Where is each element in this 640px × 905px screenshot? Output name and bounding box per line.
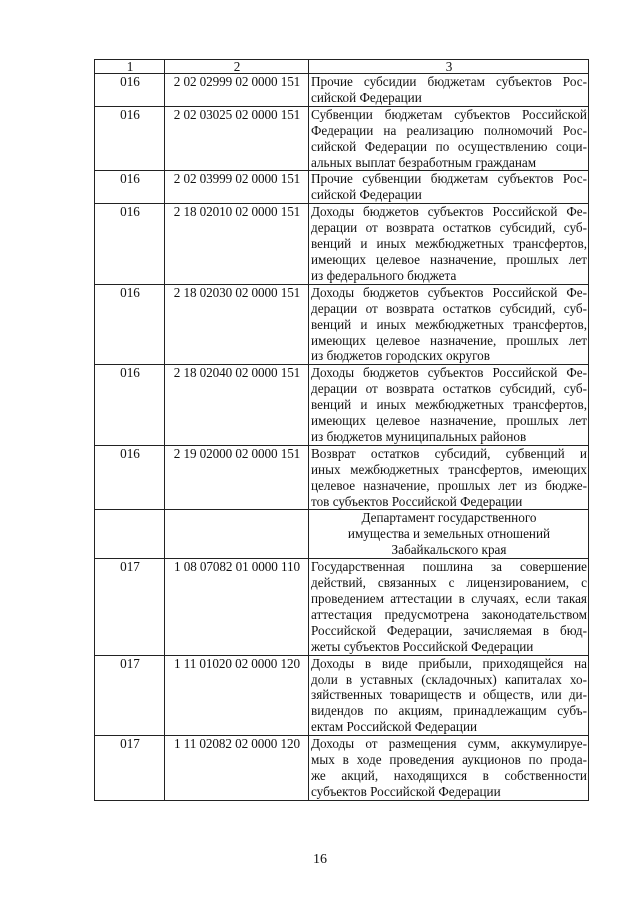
admin-code-cell: 017 (95, 736, 165, 801)
table-header-row (95, 60, 589, 74)
description-line: сийской Федерации по осуществлению соци- (311, 138, 587, 154)
description-line: мых в ходе проведения аукционов по прода- (311, 752, 587, 768)
table-row (95, 74, 589, 107)
admin-code-cell: 016 (95, 365, 165, 446)
description-line: видендов по акциям, принадлежащим субъ- (311, 703, 587, 719)
revenue-code-cell: 2 18 02010 02 0000 151 (165, 204, 309, 285)
description-cell (309, 284, 589, 365)
description-cell (309, 204, 589, 285)
revenue-code-cell: 2 18 02030 02 0000 151 (165, 284, 309, 365)
admin-code-cell: 017 (95, 655, 165, 736)
table-row (95, 445, 589, 510)
description-line: жеты субъектов Российской Федерации (311, 638, 534, 654)
description-line: действий, связанных с лицензированием, с (311, 575, 587, 591)
description-line: венций и иных межбюджетных трансфертов, (311, 316, 587, 332)
empty-cell (165, 510, 309, 559)
description-line: проведением аттестации в случаях, если такая (311, 591, 587, 606)
description-line: венций и иных межбюджетных трансфертов, (311, 397, 587, 413)
description-line: зяйственных товариществ и обществ, или ди- (311, 687, 587, 703)
description-line: Субвенции бюджетам субъектов Российской (311, 106, 587, 122)
revenue-code-cell: 1 11 01020 02 0000 120 (165, 655, 309, 736)
description-line: Российской Федерации, зачисляемая в бюд- (311, 622, 587, 638)
description-line: имеющих целевое назначение, прошлых лет (311, 332, 587, 348)
description-line: Возврат остатков субсидий, субвенций и (311, 445, 587, 461)
description-line: венций и иных межбюджетных трансфертов, (311, 236, 587, 252)
department-title-line: имущества и земельных отношений (347, 526, 551, 542)
revenue-code-cell: 1 11 02082 02 0000 120 (165, 736, 309, 801)
admin-code-cell: 016 (95, 74, 165, 107)
revenue-code-cell: 1 08 07082 01 0000 110 (165, 559, 309, 655)
table-row (95, 559, 589, 655)
description-line: Доходы бюджетов субъектов Российской Фе- (311, 365, 587, 381)
description-line: иных межбюджетных трансфертов, имеющих (311, 461, 587, 477)
revenue-code-cell: 2 18 02040 02 0000 151 (165, 365, 309, 446)
description-cell (309, 74, 589, 107)
description-cell (309, 106, 589, 171)
department-title-line: Забайкальского края (391, 542, 507, 558)
description-line: Прочие субвенции бюджетам субъектов Рос- (311, 171, 587, 187)
description-line: Федерации на реализацию полномочий Рос- (311, 122, 587, 138)
table-row (95, 655, 589, 736)
admin-code-cell: 016 (95, 106, 165, 171)
table-row (95, 171, 589, 204)
column-header-1: 1 (95, 60, 165, 74)
description-line: тов субъектов Российской Федерации (311, 493, 523, 509)
admin-code-cell: 016 (95, 284, 165, 365)
description-cell (309, 171, 589, 204)
revenue-code-cell: 2 02 03999 02 0000 151 (165, 171, 309, 204)
description-line: доли в уставных (складочных) капиталах хо- (311, 671, 587, 687)
table-row (95, 365, 589, 446)
description-cell (309, 559, 589, 655)
table-row (95, 736, 589, 801)
description-line: Доходы бюджетов субъектов Российской Фе- (311, 284, 587, 300)
revenue-code-cell: 2 19 02000 02 0000 151 (165, 445, 309, 510)
description-line: целевое назначение, прошлых лет из бюдже- (311, 477, 587, 493)
column-header-2: 2 (165, 60, 309, 74)
admin-code-cell: 016 (95, 204, 165, 285)
budget-revenue-table (94, 59, 589, 801)
description-line: субъектов Российской Федерации (311, 783, 501, 799)
description-line: сийской Федерации (311, 89, 422, 105)
description-line: Доходы в виде прибыли, приходящейся на (311, 655, 587, 671)
description-cell (309, 445, 589, 510)
description-line: Доходы бюджетов субъектов Российской Фе- (311, 204, 587, 220)
revenue-code-cell: 2 02 03025 02 0000 151 (165, 106, 309, 171)
description-line: дерации от возврата остатков субсидий, суб- (311, 220, 587, 236)
department-heading-row (95, 510, 589, 559)
table-body (95, 74, 589, 801)
description-line: Прочие субсидии бюджетам субъектов Рос- (311, 74, 587, 89)
empty-cell (95, 510, 165, 559)
table-row (95, 204, 589, 285)
description-cell (309, 655, 589, 736)
description-line: дерации от возврата остатков субсидий, суб- (311, 300, 587, 316)
page-number: 16 (313, 852, 327, 867)
description-line: имеющих целевое назначение, прошлых лет (311, 413, 587, 429)
table-row (95, 106, 589, 171)
description-line: из федерального бюджета (311, 267, 457, 283)
admin-code-cell: 016 (95, 445, 165, 510)
table-row (95, 284, 589, 365)
description-line: из бюджетов городских округов (311, 348, 490, 364)
revenue-code-cell: 2 02 02999 02 0000 151 (165, 74, 309, 107)
description-line: из бюджетов муниципальных районов (311, 428, 527, 444)
description-cell (309, 736, 589, 801)
admin-code-cell: 016 (95, 171, 165, 204)
description-line: же акций, находящихся в собственности (311, 767, 587, 783)
description-line: альных выплат безработным гражданам (311, 154, 537, 170)
description-line: Государственная пошлина за совершение (311, 559, 587, 575)
description-line: аттестация предусмотрена законодательством (311, 606, 587, 622)
column-header-3: 3 (309, 60, 589, 74)
department-title (309, 510, 589, 559)
department-title-line: Департамент государственного (361, 510, 537, 526)
description-line: имеющих целевое назначение, прошлых лет (311, 251, 587, 267)
description-line: ектам Российской Федерации (311, 719, 478, 735)
admin-code-cell: 017 (95, 559, 165, 655)
description-line: Доходы от размещения сумм, аккумулируе- (311, 736, 587, 752)
description-line: сийской Федерации (311, 187, 422, 203)
description-line: дерации от возврата остатков субсидий, суб- (311, 381, 587, 397)
description-cell (309, 365, 589, 446)
